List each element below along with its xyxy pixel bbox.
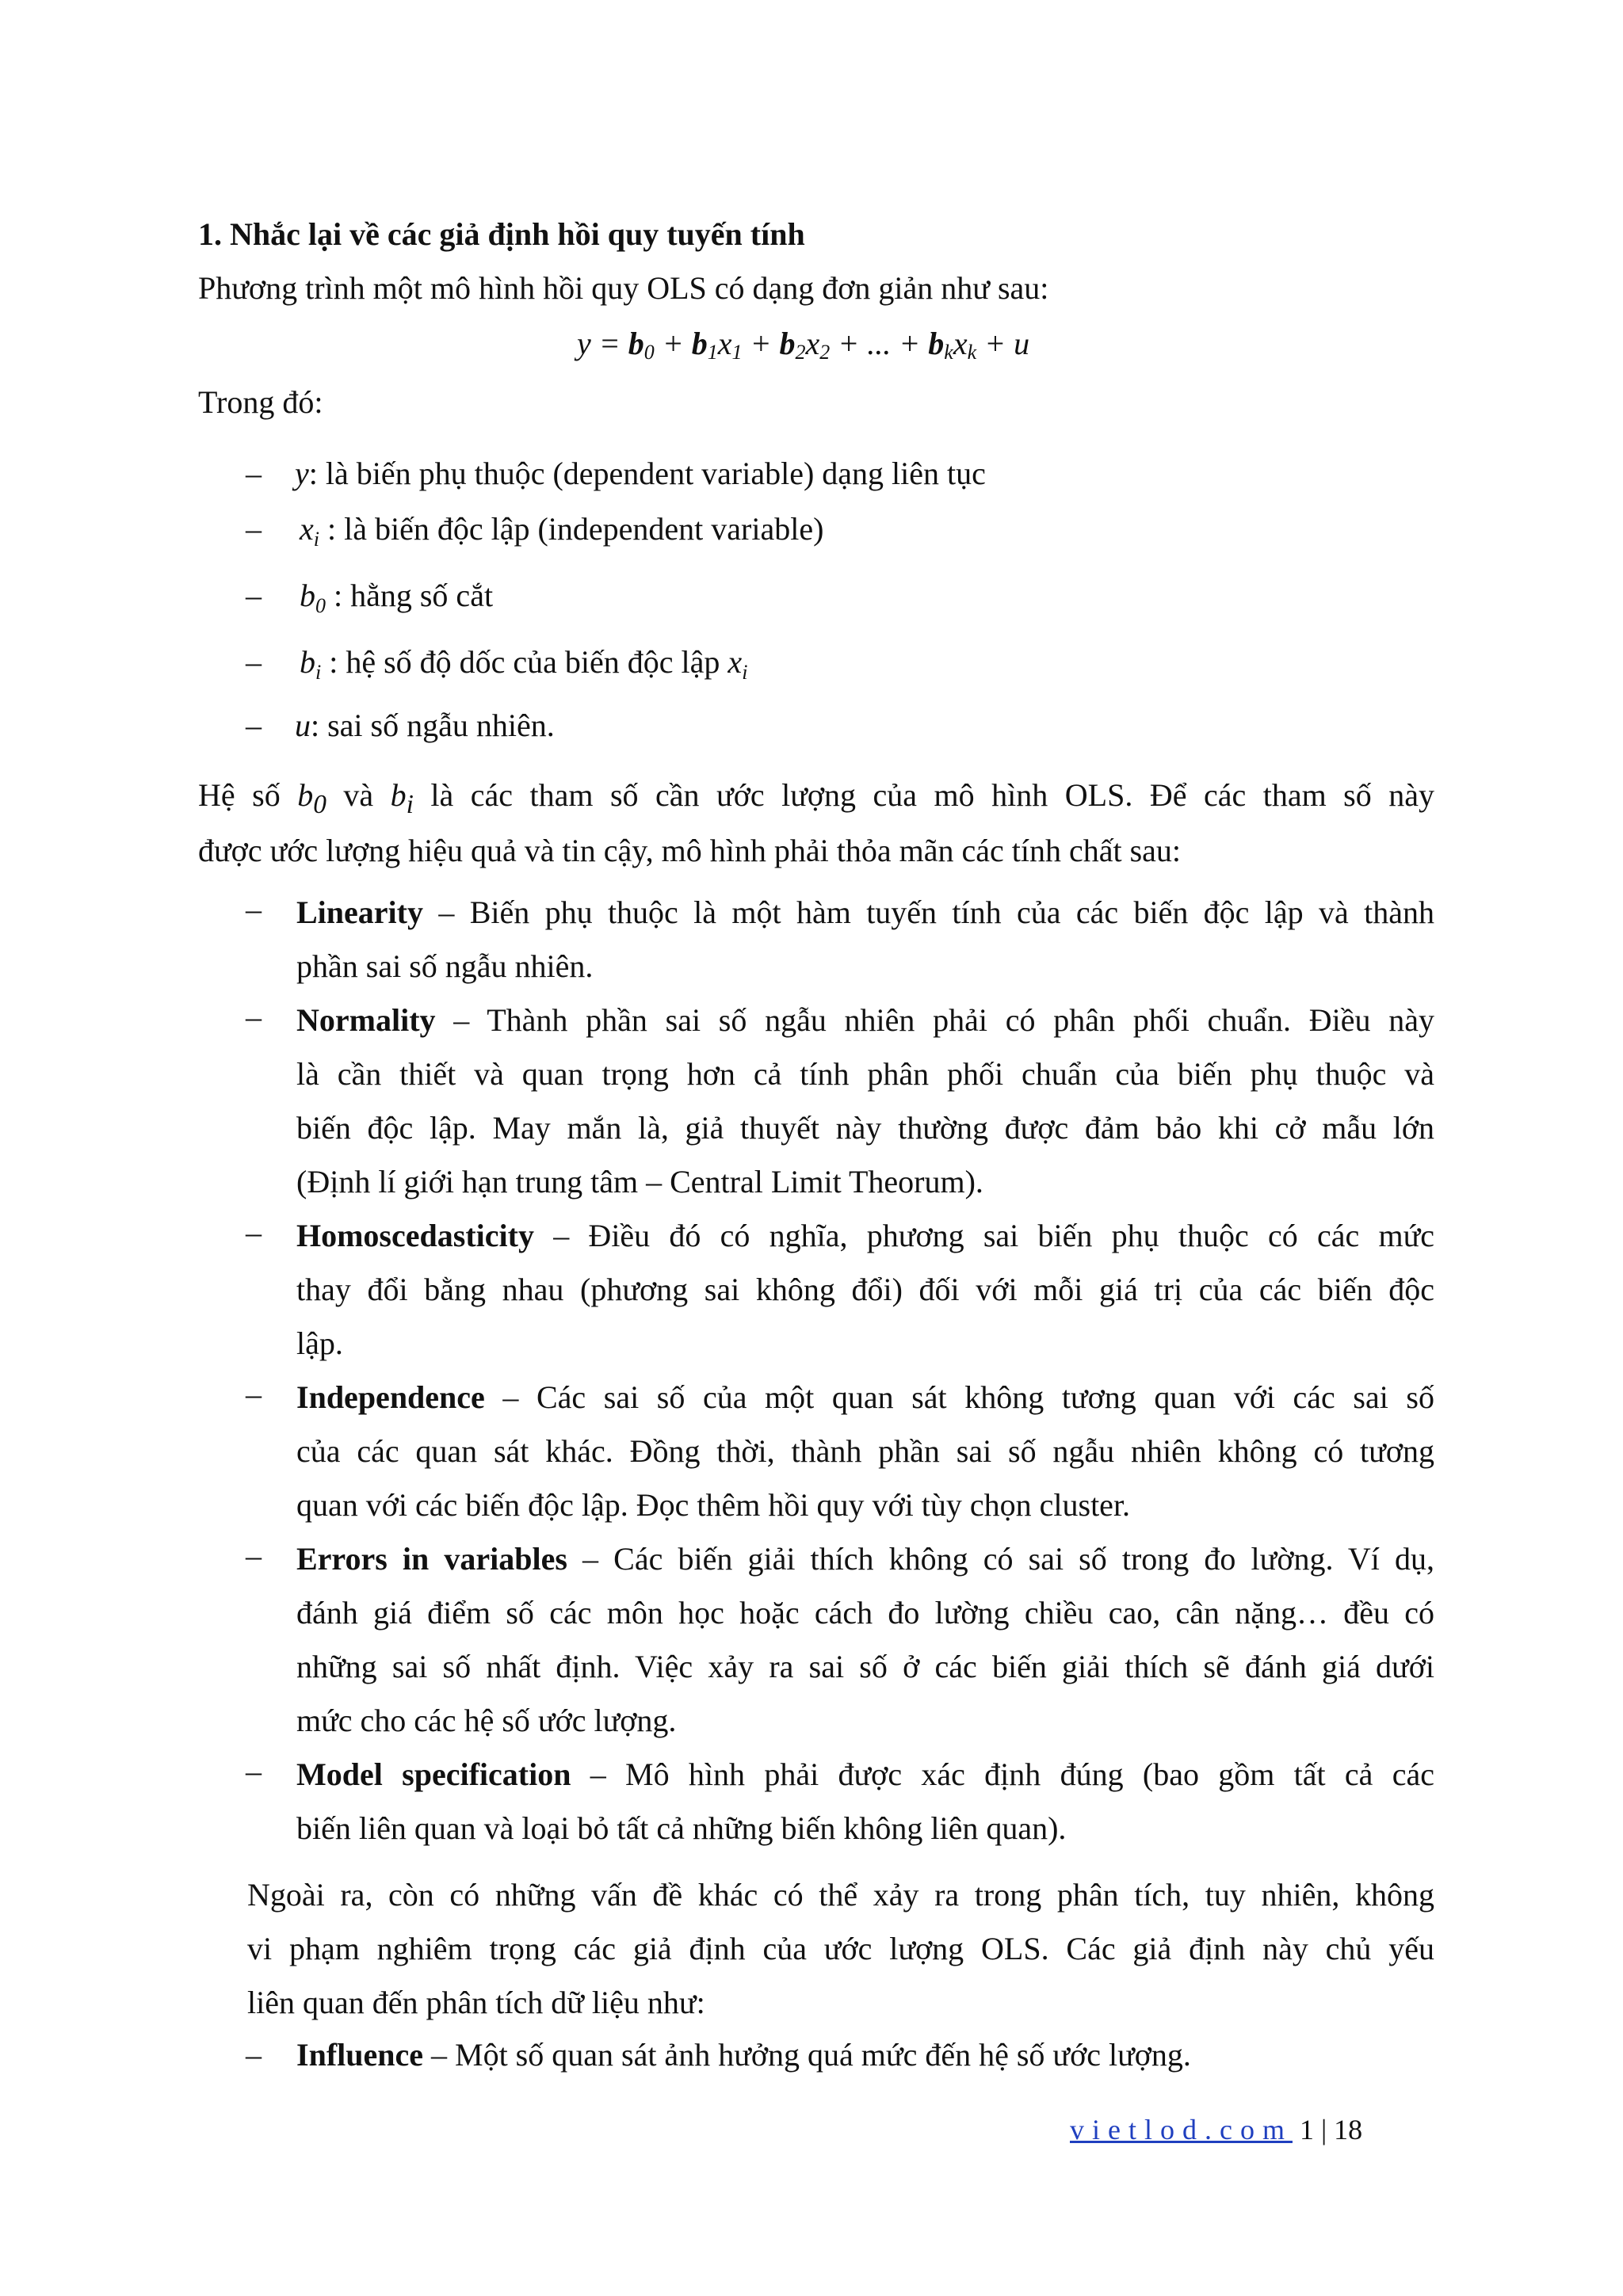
assumption-linearity-line2: phần sai số ngẫu nhiên. bbox=[296, 948, 594, 984]
assumption-errors-line1: Errors in variables – Các biến giải thích không có sai số trong đo lường. Ví dụ, bbox=[296, 1541, 1434, 1577]
assumption-errors-line4: mức cho các hệ số ước lượng. bbox=[296, 1703, 677, 1738]
list-bullet: – bbox=[246, 1215, 262, 1250]
assumption-homoscedasticity-line3: lập. bbox=[296, 1325, 343, 1361]
list-bullet: – bbox=[246, 999, 262, 1035]
regression-equation: $y = b_0 + b_1x_1 + b_2x_2$ + ... + $b_kx_k + u$ bbox=[577, 326, 1030, 364]
list-bullet: – bbox=[246, 644, 262, 680]
definition-y: y: là biến phụ thuộc (dependent variable) dạng liên tục bbox=[295, 456, 986, 491]
page-number: 1 | 18 bbox=[1292, 2114, 1363, 2145]
list-bullet: – bbox=[246, 511, 262, 547]
definition-xi: $x_i$ : là biến độc lập (independent variable) bbox=[300, 511, 824, 551]
assumption-normality-line4: (Định lí giới hạn trung tâm – Central Limit Theorum). bbox=[296, 1164, 983, 1199]
list-bullet: – bbox=[246, 2037, 262, 2073]
assumption-independence-line1: Independence – Các sai số của một quan sát không tương quan với các sai số bbox=[296, 1379, 1434, 1415]
other-issues-line2: vi phạm nghiêm trọng các giả định của ước lượng OLS. Các giả định này chủ yếu bbox=[247, 1931, 1434, 1966]
assumption-model-spec-line2: biến liên quan và loại bỏ tất cả những biến không liên quan). bbox=[296, 1810, 1067, 1846]
footer-link[interactable]: vietlod.com bbox=[1070, 2114, 1293, 2145]
assumption-errors-line3: những sai số nhất định. Việc xảy ra sai số ở các biến giải thích sẽ đánh giá dưới bbox=[296, 1649, 1434, 1684]
assumption-independence-line2: của các quan sát khác. Đồng thời, thành phần sai số ngẫu nhiên không có tương bbox=[296, 1433, 1434, 1469]
list-bullet: – bbox=[246, 456, 262, 491]
page-footer bbox=[1070, 2110, 1362, 2149]
list-bullet: – bbox=[246, 578, 262, 613]
other-issues-line1: Ngoài ra, còn có những vấn đề khác có thể xảy ra trong phân tích, tuy nhiên, không bbox=[247, 1877, 1434, 1913]
influence-item: Influence – Một số quan sát ảnh hưởng quá mức đến hệ số ước lượng. bbox=[296, 2037, 1191, 2073]
assumption-model-spec-line1: Model specification – Mô hình phải được xác định đúng (bao gồm tất cả các bbox=[296, 1756, 1434, 1792]
assumption-normality-line1: Normality – Thành phần sai số ngẫu nhiên phải có phân phối chuẩn. Điều này bbox=[296, 1002, 1434, 1038]
list-bullet: – bbox=[246, 1538, 262, 1573]
definition-b0: $b_0$ : hằng số cắt bbox=[300, 578, 494, 617]
assumption-normality-line2: là cần thiết và quan trọng hơn cả tính phân phối chuẩn của biến phụ thuộc và bbox=[296, 1056, 1434, 1092]
definition-u: u: sai số ngẫu nhiên. bbox=[295, 707, 555, 743]
list-bullet: – bbox=[246, 1376, 262, 1412]
definition-bi: $b_i$ : hệ số độ dốc của biến độc lập $x_i$ bbox=[300, 644, 748, 684]
list-bullet: – bbox=[246, 707, 262, 743]
assumption-homoscedasticity-line2: thay đổi bằng nhau (phương sai không đổi) đối với mỗi giá trị của các biến độc bbox=[296, 1272, 1434, 1307]
list-bullet: – bbox=[246, 1753, 262, 1789]
params-sentence-line2: được ước lượng hiệu quả và tin cậy, mô hình phải thỏa mãn các tính chất sau: bbox=[198, 833, 1181, 868]
assumption-linearity-line1: Linearity – Biến phụ thuộc là một hàm tuyến tính của các biến độc lập và thành bbox=[296, 894, 1434, 930]
params-sentence-line1: Hệ số $b_0$ và $b_i$ là các tham số cần ước lượng của mô hình OLS. Để các tham số này bbox=[198, 777, 1434, 819]
assumption-normality-line3: biến độc lập. May mắn là, giả thuyết này thường được đảm bảo khi cở mẫu lớn bbox=[296, 1110, 1434, 1146]
intro-text: Phương trình một mô hình hồi quy OLS có dạng đơn giản như sau: bbox=[198, 270, 1049, 306]
list-bullet: – bbox=[246, 891, 262, 927]
section-heading: 1. Nhắc lại về các giả định hồi quy tuyến tính bbox=[198, 216, 805, 252]
assumption-independence-line3: quan với các biến độc lập. Đọc thêm hồi quy với tùy chọn cluster. bbox=[296, 1487, 1131, 1523]
where-label: Trong đó: bbox=[198, 384, 323, 420]
assumption-homoscedasticity-line1: Homoscedasticity – Điều đó có nghĩa, phương sai biến phụ thuộc có các mức bbox=[296, 1218, 1434, 1253]
other-issues-line3: liên quan đến phân tích dữ liệu như: bbox=[247, 1985, 705, 2020]
assumption-errors-line2: đánh giá điểm số các môn học hoặc cách đo lường chiều cao, cân nặng… đều có bbox=[296, 1595, 1434, 1630]
